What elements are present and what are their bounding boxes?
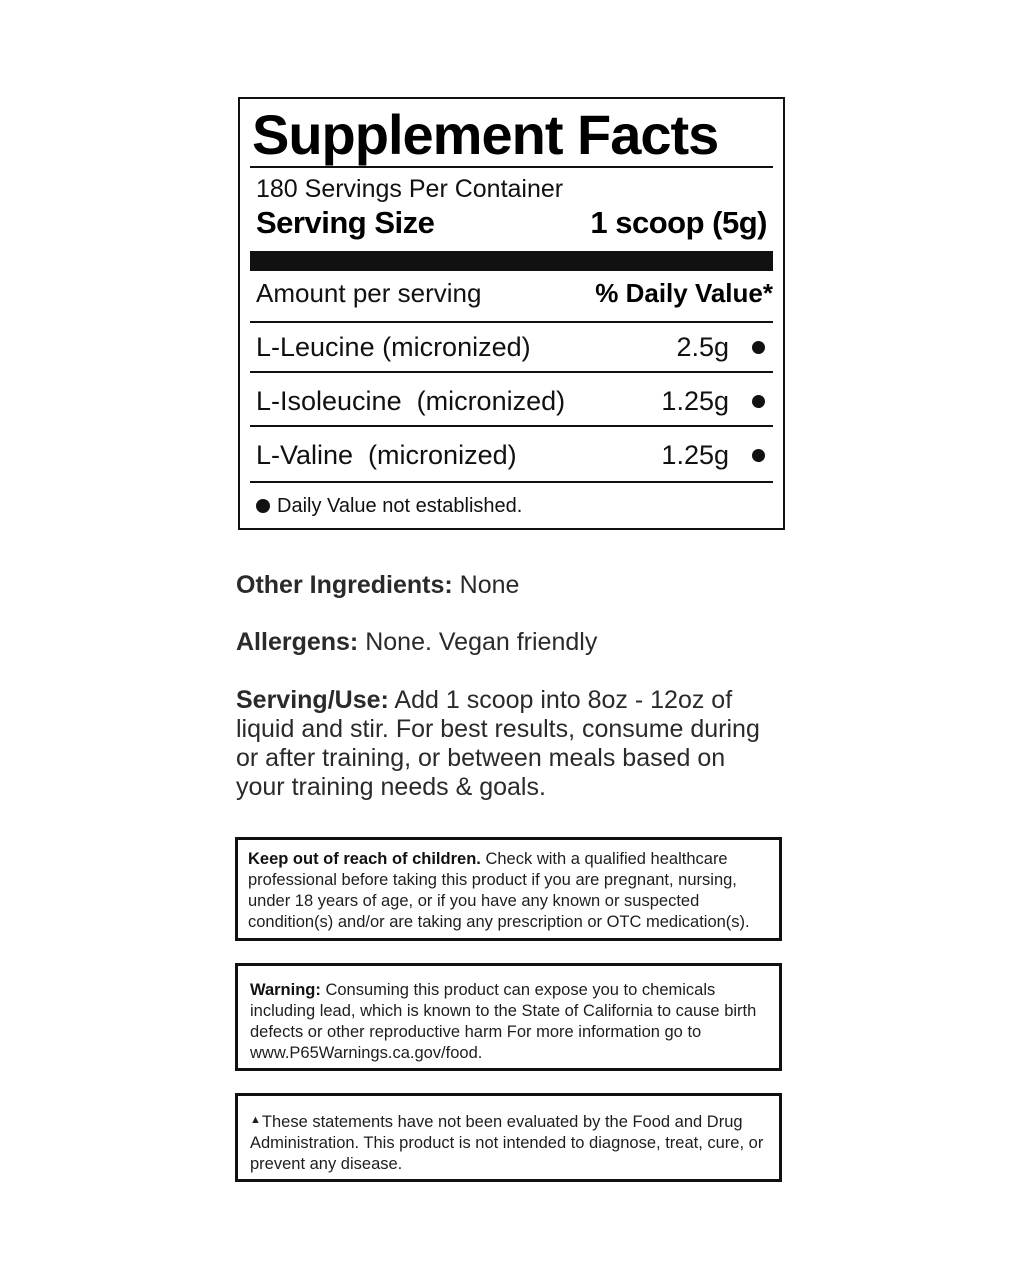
amount-header-row: [256, 275, 773, 311]
ingredient-row: [256, 381, 767, 421]
warning-text: Consuming this product can expose you to chemicals including lead, which is known to the State of California to cause birth defects or other reproductive harm For more information go to www.P65Warnings.ca.gov/food.: [250, 981, 757, 1062]
serving-use-label: Serving/Use:: [236, 686, 389, 714]
children-notice-text: Check with a qualified healthcare professional before taking this product if you are pregnant, nursing, under 18 years of age, or if you have any known or suspected condition(s) and/or are taking any prescription or OTC medication(s).: [248, 850, 750, 931]
footnote-text: Daily Value not established.: [277, 495, 523, 517]
other-ingredients: [236, 571, 796, 600]
fda-disclaimer-text: These statements have not been evaluated by the Food and Drug Administration. This product is not intended to diagnose, treat, cure, or prevent any disease.: [250, 1113, 764, 1173]
divider-thin: [250, 166, 773, 168]
serving-size-row: [256, 203, 767, 243]
bullet-icon: [752, 449, 765, 462]
divider-thin: [250, 371, 773, 373]
supplement-facts-panel: [238, 97, 785, 530]
triangle-icon: ▲: [250, 1114, 261, 1126]
divider-thin: [250, 321, 773, 323]
serving-use-value: Add 1 scoop into 8oz - 12oz of liquid and stir. For best results, consume during or after training, or between meals based on your training needs & goals.: [236, 686, 760, 801]
ingredient-name: L-Isoleucine (micronized): [256, 386, 566, 416]
ingredient-row: [256, 327, 767, 367]
amount-per-serving-label: Amount per serving: [256, 278, 482, 308]
allergens: [236, 628, 796, 657]
facts-title: Supplement Facts: [252, 103, 719, 166]
allergens-label: Allergens:: [236, 628, 359, 656]
divider-thin: [250, 425, 773, 427]
bullet-icon: [752, 341, 765, 354]
children-notice: [235, 837, 782, 941]
divider-thick: [250, 251, 773, 271]
allergens-value: None. Vegan friendly: [365, 628, 598, 656]
ingredient-name: L-Leucine (micronized): [256, 332, 531, 362]
bullet-icon: [752, 395, 765, 408]
ingredient-amount: 2.5g: [676, 332, 729, 362]
divider-thin: [250, 481, 773, 483]
bullet-icon: [256, 499, 270, 513]
ingredient-amount: 1.25g: [661, 440, 729, 470]
warning-label: Warning:: [250, 981, 321, 999]
ingredient-name: L-Valine (micronized): [256, 440, 517, 470]
daily-value-label: % Daily Value*: [595, 278, 773, 308]
serving-use: [236, 686, 766, 802]
other-ingredients-value: None: [459, 571, 520, 599]
warning-notice: [235, 963, 782, 1071]
serving-size-value: 1 scoop (5g): [590, 205, 767, 240]
daily-value-footnote: [256, 491, 522, 521]
ingredient-amount: 1.25g: [661, 386, 729, 416]
serving-size-label: Serving Size: [256, 205, 435, 240]
ingredient-row: [256, 435, 767, 475]
servings-per-container: 180 Servings Per Container: [256, 175, 564, 203]
children-notice-label: Keep out of reach of children.: [248, 850, 481, 868]
fda-disclaimer: [235, 1093, 782, 1182]
other-ingredients-label: Other Ingredients:: [236, 571, 453, 599]
